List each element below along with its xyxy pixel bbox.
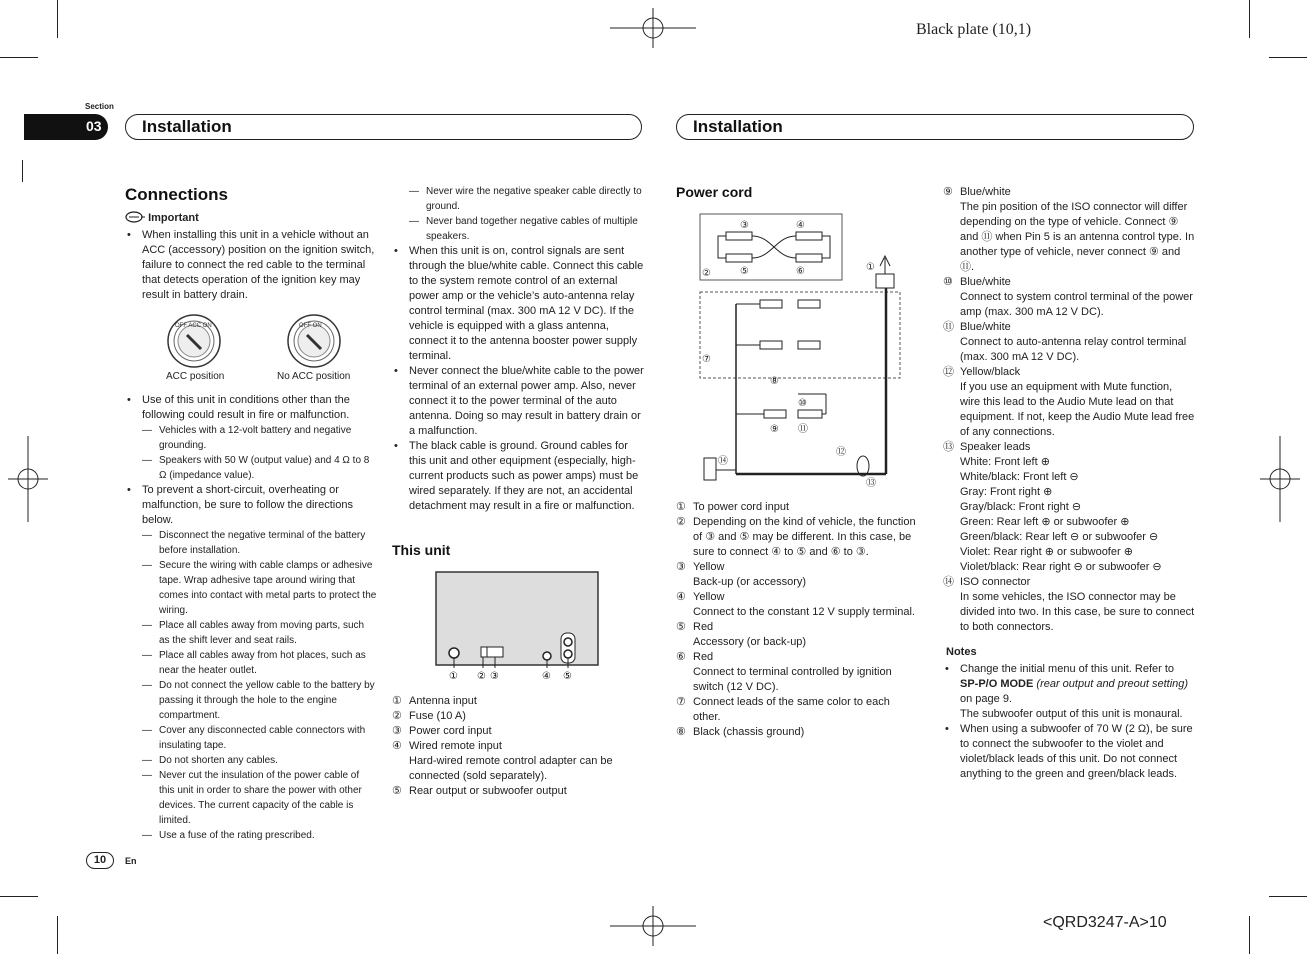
item-number: ⑤ bbox=[676, 621, 686, 633]
list-item bbox=[392, 694, 644, 709]
list-subitem: — Place all cables away from hot places, such as near the heater outlet. bbox=[125, 648, 377, 678]
notes-title: Notes bbox=[946, 646, 977, 658]
list-item bbox=[392, 784, 644, 799]
list-item bbox=[392, 739, 644, 784]
crop-mark bbox=[1269, 896, 1307, 897]
list-item: • When using a subwoofer of 70 W (2 Ω), be sure to connect the subwoofer to the violet and violet/black leads of this unit. Do not connect anything to the green and green/black leads. bbox=[943, 722, 1195, 782]
list-subitem: — Cover any disconnected cable connectors with insulating tape. bbox=[125, 723, 377, 753]
page-number-badge bbox=[86, 852, 114, 869]
crop-mark bbox=[1269, 57, 1307, 58]
item-text: Red bbox=[693, 621, 714, 633]
crop-mark bbox=[1249, 0, 1250, 38]
item-number: ① bbox=[392, 695, 402, 707]
list-item bbox=[676, 725, 916, 740]
list-subitem: — Disconnect the negative terminal of the battery before installation. bbox=[125, 528, 377, 558]
list-subitem: — Use a fuse of the rating prescribed. bbox=[125, 828, 377, 843]
item-number: ⑦ bbox=[676, 696, 686, 708]
item-number: ⑧ bbox=[676, 726, 686, 738]
list-item bbox=[392, 724, 644, 739]
list-item bbox=[676, 695, 916, 725]
list-item bbox=[943, 575, 1195, 635]
list-item bbox=[943, 440, 1195, 575]
diagram-label: ⑪ bbox=[798, 424, 808, 435]
diagram-label: ③ bbox=[490, 671, 499, 682]
unit-legend bbox=[392, 694, 644, 799]
item-text: Yellow bbox=[693, 561, 725, 573]
registration-mark bbox=[8, 436, 48, 522]
item-number: ① bbox=[676, 501, 686, 513]
document-code: <QRD3247-A>10 bbox=[1043, 914, 1167, 931]
list-item bbox=[943, 320, 1195, 365]
item-subtext: In some vehicles, the ISO connector may be divided into two. In this case, be sure to connect to both connectors. bbox=[960, 591, 1195, 633]
note-menu-name: SP-P/O MODE bbox=[960, 678, 1034, 690]
list-item bbox=[943, 365, 1195, 440]
this-unit-title: This unit bbox=[392, 542, 451, 558]
list-subitem: — Do not connect the yellow cable to the battery by passing it through the hole to the engine compartment. bbox=[125, 678, 377, 723]
svg-text:OFF ON: OFF ON bbox=[299, 323, 322, 329]
registration-mark bbox=[610, 8, 696, 48]
list-item: • Never connect the blue/white cable to the power terminal of an external power amp. Also, never connect it to the power terminal of the auto antenna. Doing so may result in battery drain or a malfunction. bbox=[392, 364, 644, 439]
item-text: Speaker leads bbox=[960, 441, 1031, 453]
item-subtext: If you use an equipment with Mute function, wire this lead to the Audio Mute lead on that equipment. If not, keep the Audio Mute lead free of any connections. bbox=[960, 381, 1195, 438]
list-item: • To prevent a short-circuit, overheating or malfunction, be sure to follow the directions below. bbox=[125, 483, 377, 528]
crop-mark bbox=[0, 57, 38, 58]
item-text: Yellow bbox=[693, 591, 725, 603]
acc-position-caption: ACC position bbox=[166, 371, 225, 382]
list-item: • When installing this unit in a vehicle without an ACC (accessory) position on the ignition switch, failure to connect the red cable to the terminal that detects operation of the ignition key may result in battery drain. bbox=[125, 228, 377, 303]
item-text: Wired remote input bbox=[409, 740, 502, 752]
item-number: ③ bbox=[392, 725, 402, 737]
diagram-label: ② bbox=[477, 671, 486, 682]
item-number: ⑥ bbox=[676, 651, 686, 663]
item-text: Blue/white bbox=[960, 186, 1011, 198]
list-item bbox=[943, 662, 1195, 722]
crop-mark bbox=[57, 0, 58, 38]
item-number: ⑭ bbox=[943, 576, 954, 588]
item-number: ⑨ bbox=[943, 186, 953, 198]
important-label bbox=[125, 211, 199, 224]
list-item: • Use of this unit in conditions other than the following could result in fire or malfunction. bbox=[125, 393, 377, 423]
speaker-lead: White: Front left ⊕ bbox=[960, 456, 1050, 468]
list-subitem: — Speakers with 50 W (output value) and 4 Ω to 8 Ω (impedance value). bbox=[125, 453, 377, 483]
item-text: Black (chassis ground) bbox=[693, 726, 805, 738]
item-subtext: Connect to system control terminal of the power amp (max. 300 mA 12 V DC). bbox=[960, 291, 1193, 318]
power-cord-diagram bbox=[698, 212, 908, 492]
crop-mark bbox=[0, 896, 38, 897]
list-item: • The black cable is ground. Ground cables for this unit and other equipment (especially, high-current products such as power amps) must be wired separately. If they are not, an accidental detachment may result in a fire or malfunction. bbox=[392, 439, 644, 514]
item-text: Fuse (10 A) bbox=[409, 710, 466, 722]
diagram-label: ③ bbox=[740, 220, 749, 231]
item-text: Blue/white bbox=[960, 321, 1011, 333]
no-acc-position-key-icon bbox=[287, 313, 341, 369]
diagram-label: ⑤ bbox=[740, 266, 749, 277]
diagram-label: ⑭ bbox=[718, 456, 728, 467]
speaker-lead: Violet/black: Rear right ⊖ or subwoofer ⊖ bbox=[960, 561, 1162, 573]
crop-mark bbox=[57, 916, 58, 954]
speaker-lead: Gray/black: Front right ⊖ bbox=[960, 501, 1082, 513]
diagram-label: ② bbox=[702, 268, 711, 279]
item-text: To power cord input bbox=[693, 501, 789, 513]
connections-title: Connections bbox=[125, 185, 228, 204]
item-text: Yellow/black bbox=[960, 366, 1021, 378]
item-number: ⑪ bbox=[943, 321, 954, 333]
item-text: Antenna input bbox=[409, 695, 477, 707]
item-number: ② bbox=[676, 516, 686, 528]
diagram-label: ① bbox=[866, 262, 875, 273]
diagram-label: ⑫ bbox=[836, 447, 846, 458]
list-item bbox=[676, 560, 916, 590]
note-subtext: The subwoofer output of this unit is monaural. bbox=[960, 708, 1183, 720]
power-cord-title: Power cord bbox=[676, 184, 753, 200]
plate-label: Black plate (10,1) bbox=[916, 21, 1032, 38]
column-3 bbox=[676, 500, 916, 740]
header-title-left: Installation bbox=[142, 117, 232, 136]
column-2 bbox=[392, 184, 644, 514]
item-subtext: Accessory (or back-up) bbox=[693, 636, 807, 648]
item-subtext: The pin position of the ISO connector will differ depending on the type of vehicle. Connect ⑨ and ⑪ when Pin 5 is an antenna control type. In another type of vehicle, never connect ⑨ and ⑪. bbox=[960, 201, 1195, 273]
column-1-lower bbox=[125, 393, 377, 843]
registration-mark bbox=[610, 906, 696, 946]
item-number: ④ bbox=[676, 591, 686, 603]
list-item bbox=[676, 590, 916, 620]
speaker-lead: Gray: Front right ⊕ bbox=[960, 486, 1053, 498]
item-subtext: Hard-wired remote control adapter can be connected (sold separately). bbox=[409, 755, 613, 782]
language-label: En bbox=[125, 856, 137, 866]
diagram-label: ⑦ bbox=[702, 354, 711, 365]
item-subtext: Back-up (or accessory) bbox=[693, 576, 807, 588]
speaker-lead: White/black: Front left ⊖ bbox=[960, 471, 1079, 483]
list-subitem: — Never wire the negative speaker cable directly to ground. bbox=[392, 184, 644, 214]
item-text: ISO connector bbox=[960, 576, 1031, 588]
registration-mark bbox=[1260, 436, 1300, 522]
svg-text:OFF ACC ON: OFF ACC ON bbox=[175, 323, 212, 329]
list-item bbox=[676, 500, 916, 515]
item-subtext: Connect to the constant 12 V supply terminal. bbox=[693, 606, 915, 618]
list-subitem: — Vehicles with a 12-volt battery and negative grounding. bbox=[125, 423, 377, 453]
item-number: ⑩ bbox=[943, 276, 953, 288]
item-subtext: Connect to auto-antenna relay control terminal (max. 300 mA 12 V DC). bbox=[960, 336, 1187, 363]
column-4 bbox=[943, 185, 1195, 782]
section-label: Section bbox=[85, 102, 114, 111]
section-number: 03 bbox=[86, 118, 102, 134]
list-item bbox=[676, 620, 916, 650]
diagram-label: ④ bbox=[796, 220, 805, 231]
important-text: Important bbox=[148, 212, 199, 224]
no-acc-position-caption: No ACC position bbox=[277, 371, 351, 382]
list-item bbox=[943, 275, 1195, 320]
diagram-label: ⑨ bbox=[770, 424, 779, 435]
item-subtext: Connect to terminal controlled by ignition switch (12 V DC). bbox=[693, 666, 892, 693]
list-subitem: — Secure the wiring with cable clamps or adhesive tape. Wrap adhesive tape around wiring that comes into contact with metal parts to protect the wiring. bbox=[125, 558, 377, 618]
crop-mark bbox=[22, 160, 23, 182]
item-number: ⑬ bbox=[943, 441, 954, 453]
acc-position-key-icon bbox=[167, 313, 221, 369]
diagram-label: ⑤ bbox=[563, 671, 572, 682]
page-number: 10 bbox=[93, 854, 107, 866]
item-number: ③ bbox=[676, 561, 686, 573]
item-text: Depending on the kind of vehicle, the function of ③ and ⑤ may be different. In this case, be sure to connect ④ to ⑤ and ⑥ to ③. bbox=[693, 516, 916, 558]
item-number: ⑤ bbox=[392, 785, 402, 797]
speaker-lead: Violet: Rear right ⊕ or subwoofer ⊕ bbox=[960, 546, 1133, 558]
note-menu-desc: (rear output and preout setting) bbox=[1033, 678, 1189, 690]
speaker-lead: Green: Rear left ⊕ or subwoofer ⊕ bbox=[960, 516, 1130, 528]
list-item: • When this unit is on, control signals are sent through the blue/white cable. Connect this cable to the system remote control of an external power amp or the vehicle’s auto-antenna relay control terminal (max. 300 mA 12 V DC). If the vehicle is equipped with a glass antenna, connect it to the antenna booster power supply terminal. bbox=[392, 244, 644, 364]
item-text: Power cord input bbox=[409, 725, 492, 737]
important-icon bbox=[125, 211, 145, 223]
unit-rear-diagram bbox=[434, 570, 600, 684]
list-item bbox=[943, 185, 1195, 275]
list-subitem: — Never cut the insulation of the power cable of this unit in order to share the power with other devices. The current capacity of the cable is limited. bbox=[125, 768, 377, 828]
item-text: Connect leads of the same color to each other. bbox=[693, 696, 890, 723]
list-subitem: — Place all cables away from moving parts, such as the shift lever and seat rails. bbox=[125, 618, 377, 648]
item-text: Red bbox=[693, 651, 714, 663]
diagram-label: ⑬ bbox=[866, 478, 876, 489]
diagram-label: ④ bbox=[542, 671, 551, 682]
list-item bbox=[392, 709, 644, 724]
diagram-label: ⑥ bbox=[796, 266, 805, 277]
item-text: Blue/white bbox=[960, 276, 1011, 288]
diagram-label: ⑩ bbox=[798, 398, 807, 409]
list-subitem: — Do not shorten any cables. bbox=[125, 753, 377, 768]
speaker-lead: Green/black: Rear left ⊖ or subwoofer ⊖ bbox=[960, 531, 1159, 543]
list-item bbox=[676, 515, 916, 560]
crop-mark bbox=[1249, 916, 1250, 954]
header-title-right: Installation bbox=[693, 117, 783, 136]
note-text: on page 9. bbox=[960, 693, 1012, 705]
list-subitem: — Never band together negative cables of multiple speakers. bbox=[392, 214, 644, 244]
diagram-label: ⑧ bbox=[770, 376, 779, 387]
item-number: ⑫ bbox=[943, 366, 954, 378]
diagram-label: ① bbox=[449, 671, 458, 682]
item-number: ② bbox=[392, 710, 402, 722]
column-1 bbox=[125, 228, 377, 303]
item-number: ④ bbox=[392, 740, 402, 752]
note-text: Change the initial menu of this unit. Refer to bbox=[960, 663, 1175, 675]
list-item bbox=[676, 650, 916, 695]
item-text: Rear output or subwoofer output bbox=[409, 785, 567, 797]
